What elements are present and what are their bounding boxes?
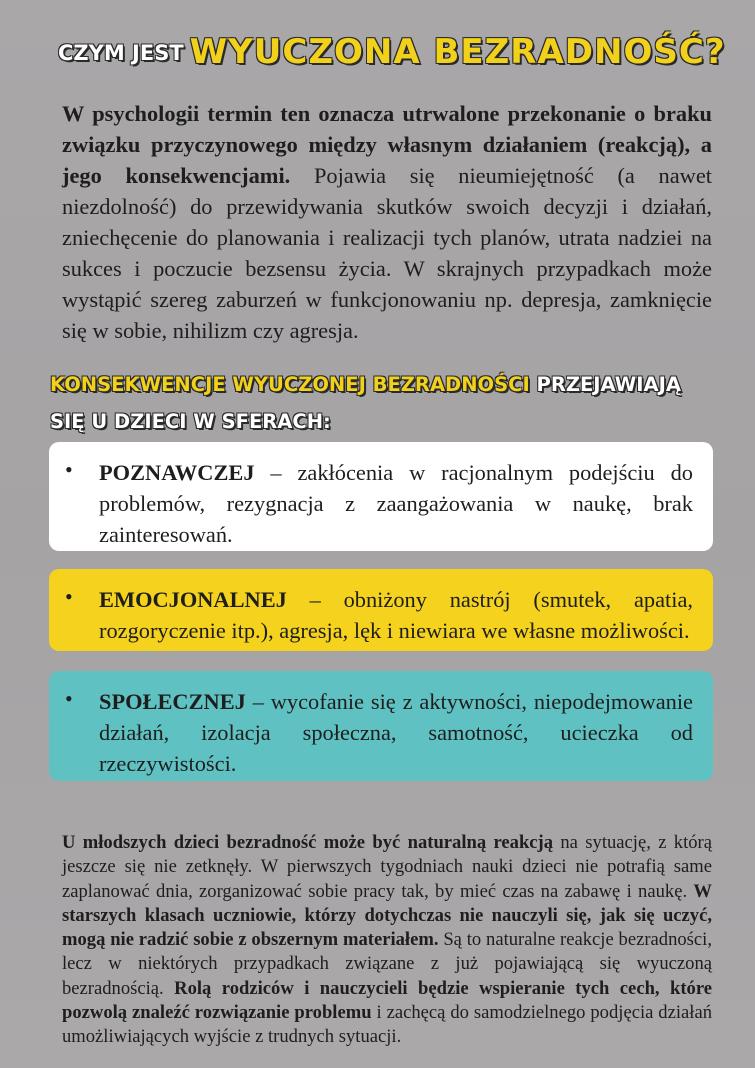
sphere-name: POZNAWCZEJ	[99, 460, 255, 485]
intro-paragraph	[62, 98, 712, 346]
sphere-card-emotional	[49, 569, 713, 651]
closing-text-3: i zachęcą do samodzielnego podjęcia działań umożliwiających wyjście z trudnych sytuacji.	[62, 1002, 712, 1048]
intro-bold: W psychologii termin ten oznacza utrwalone przekonanie o braku związku przyczynowego między własnym działaniem (reakcją), a jego konsekwencjami.	[62, 101, 712, 188]
bullet-icon: •	[65, 457, 73, 482]
sphere-description: – obniżony nastrój (smutek, apatia, rozgoryczenie itp.), agresja, lęk i niewiara we własne możliwości.	[99, 587, 693, 643]
closing-text-2: Są to naturalne reakcje bezradności, lecz w niektórych przypadkach związane z już pojawiającą się wyuczoną bezradnością.	[62, 929, 712, 999]
closing-text-1: na sytuację, z którą jeszcze się nie zetknęły. W pierwszych tygodniach nauki dzieci nie potrafią same zaplanować dnia, zorganizować sobie pracy tak, by mieć czas na zabawę i naukę.	[62, 832, 712, 902]
section-heading-highlight: KONSEKWENCJE WYUCZONEJ BEZRADNOŚCI	[50, 373, 530, 396]
sphere-description: – wycofanie się z aktywności, niepodejmowanie działań, izolacja społeczna, samotność, ucieczka od rzeczywistości.	[99, 689, 693, 776]
sphere-description: – zakłócenia w racjonalnym podejściu do problemów, rezygnacja z zaangażowania w naukę, brak zainteresowań.	[99, 460, 693, 547]
sphere-card-cognitive	[49, 442, 713, 551]
bullet-icon: •	[65, 584, 73, 609]
sphere-text	[99, 457, 693, 550]
sphere-card-social	[49, 671, 713, 781]
sphere-name: EMOCJONALNEJ	[99, 587, 287, 612]
bullet-icon: •	[65, 686, 73, 711]
title-prefix: CZYM JEST	[58, 41, 184, 65]
sphere-text	[99, 584, 693, 646]
closing-bold-1: U młodszych dzieci bezradność może być naturalną reakcją	[62, 832, 554, 853]
sphere-name: SPOŁECZNEJ	[99, 689, 246, 714]
section-heading	[50, 366, 730, 440]
closing-paragraph	[62, 831, 712, 1050]
closing-bold-2: W starszych klasach uczniowie, którzy dotychczas nie nauczyli się, jak się uczyć, mogą nie radzić sobie z obszernym materiałem.	[62, 880, 712, 951]
intro-text: Pojawia się nieumiejętność (a nawet niezdolność) do przewidywania skutków swoich decyzji i działań, zniechęcenie do planowania i realizacji tych planów, utrata nadziei na sukces i poczucie bezsensu życia. W skrajnych przypadkach może wystąpić szereg zaburzeń w funkcjonowaniu np. depresja, zamknięcie się w sobie, nihilizm czy agresja.	[62, 163, 712, 343]
sphere-text	[99, 686, 693, 779]
page-title	[58, 32, 726, 72]
section-heading-line2: SIĘ U DZIECI W SFERACH:	[50, 410, 331, 433]
title-main: WYUCZONA BEZRADNOŚĆ?	[189, 32, 726, 72]
section-heading-rest: PRZEJAWIAJĄ	[529, 373, 681, 396]
closing-bold-3: Rolą rodziców i nauczycieli będzie wspieranie tych cech, które pozwolą znaleźć rozwiązanie problemu	[62, 977, 713, 1024]
